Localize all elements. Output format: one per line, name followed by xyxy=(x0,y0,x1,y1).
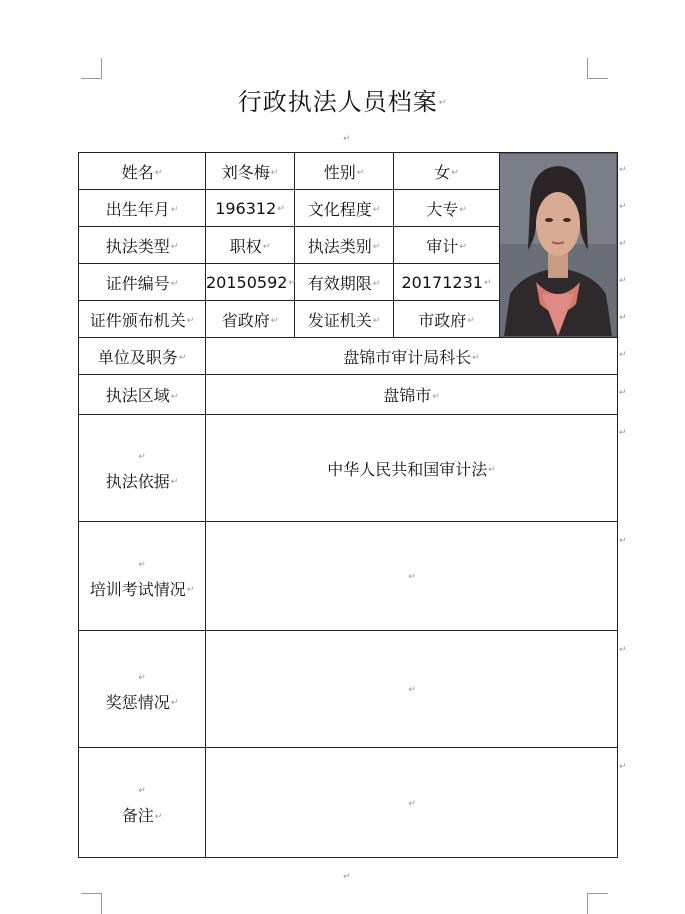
portrait-photo-icon xyxy=(500,154,616,336)
enforcement-area-label: 执法区域↵ xyxy=(79,375,206,415)
corner-mark-bottom-right xyxy=(587,893,608,914)
validity-label: 有效期限↵ xyxy=(295,264,394,301)
certificate-number-label: 证件编号↵ xyxy=(79,264,206,301)
birth-value[interactable]: 196312↵ xyxy=(206,190,295,227)
document-title: 行政执法人员档案↵ xyxy=(237,88,448,116)
row-end-mark: ↵ xyxy=(619,428,627,438)
row-end-mark: ↵ xyxy=(619,388,627,398)
issuing-authority-value[interactable]: 省政府↵ xyxy=(206,301,295,338)
row-end-mark: ↵ xyxy=(619,239,627,249)
personnel-record-table xyxy=(78,152,618,858)
unit-position-value[interactable]: 盘锦市审计局科长↵ xyxy=(206,338,618,375)
enforcement-category-value[interactable]: 审计↵ xyxy=(394,227,500,264)
enforcement-basis-label: ↵ 执法依据↵ xyxy=(79,415,206,522)
row-end-mark: ↵ xyxy=(619,762,627,772)
row-end-mark: ↵ xyxy=(619,313,627,323)
training-exam-label: ↵ 培训考试情况↵ xyxy=(79,522,206,631)
enforcement-type-value[interactable]: 职权↵ xyxy=(206,227,295,264)
corner-mark-top-left xyxy=(81,58,102,79)
photo-cell xyxy=(500,153,618,338)
row-end-mark: ↵ xyxy=(619,165,627,175)
certifying-authority-value[interactable]: 市政府↵ xyxy=(394,301,500,338)
reward-punishment-label: ↵ 奖惩情况↵ xyxy=(79,631,206,748)
validity-value[interactable]: 20171231↵ xyxy=(394,264,500,301)
enforcement-type-label: 执法类型↵ xyxy=(79,227,206,264)
name-value[interactable]: 刘冬梅↵ xyxy=(206,153,295,190)
corner-mark-bottom-left xyxy=(81,893,102,914)
certifying-authority-label: 发证机关↵ xyxy=(295,301,394,338)
reward-punishment-value[interactable]: ↵ xyxy=(206,631,618,748)
education-value[interactable]: 大专↵ xyxy=(394,190,500,227)
row-end-mark: ↵ xyxy=(619,536,627,546)
remarks-value[interactable]: ↵ xyxy=(206,748,618,858)
enforcement-area-value[interactable]: 盘锦市↵ xyxy=(206,375,618,415)
birth-label: 出生年月↵ xyxy=(79,190,206,227)
enforcement-basis-value[interactable]: 中华人民共和国审计法↵ xyxy=(206,415,618,522)
training-exam-value[interactable]: ↵ xyxy=(206,522,618,631)
unit-position-label: 单位及职务↵ xyxy=(79,338,206,375)
remarks-label: ↵ 备注↵ xyxy=(79,748,206,858)
paragraph-mark: ↵ xyxy=(343,134,351,144)
row-end-mark: ↵ xyxy=(619,645,627,655)
paragraph-mark: ↵ xyxy=(343,872,351,882)
row-end-mark: ↵ xyxy=(619,350,627,360)
corner-mark-top-right xyxy=(587,58,608,79)
education-label: 文化程度↵ xyxy=(295,190,394,227)
enforcement-category-label: 执法类别↵ xyxy=(295,227,394,264)
name-label: 姓名↵ xyxy=(79,153,206,190)
gender-label: 性别↵ xyxy=(295,153,394,190)
issuing-authority-label: 证件颁布机关↵ xyxy=(79,301,206,338)
row-end-mark: ↵ xyxy=(619,202,627,212)
row-end-mark: ↵ xyxy=(619,276,627,286)
certificate-number-value[interactable]: 20150592↵ xyxy=(206,264,295,301)
gender-value[interactable]: 女↵ xyxy=(394,153,500,190)
